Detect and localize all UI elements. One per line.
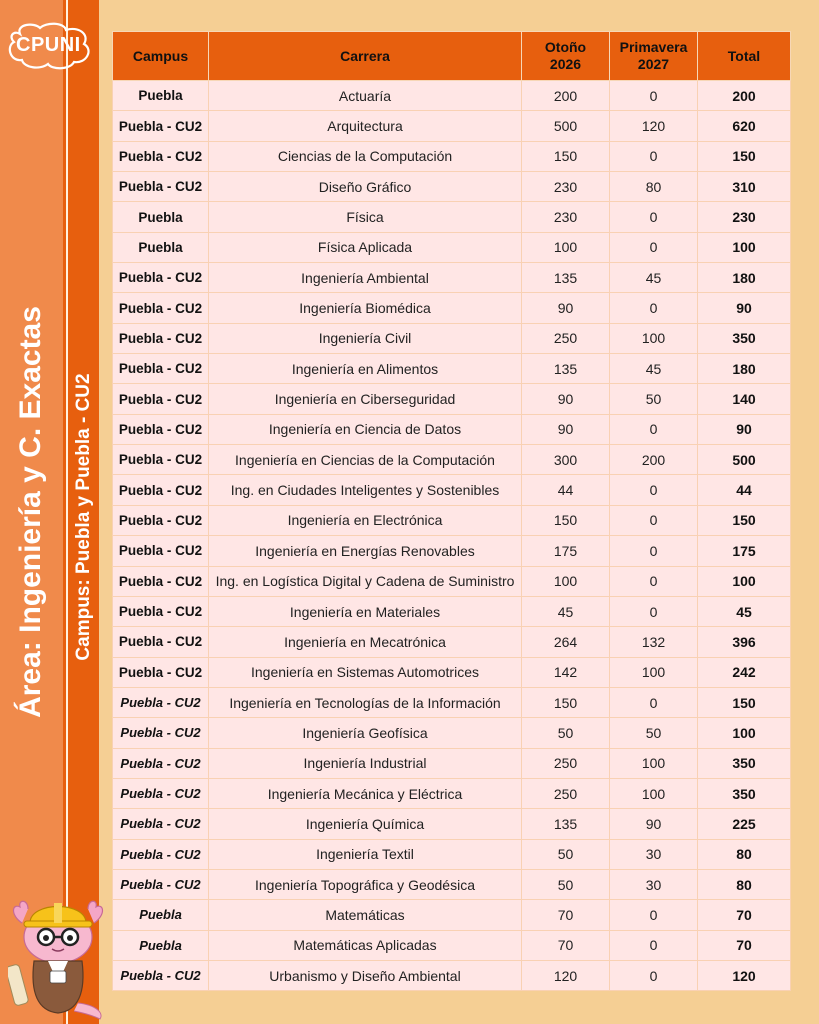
primavera-cell: 132 <box>610 627 698 657</box>
total-cell: 350 <box>698 323 791 353</box>
total-cell: 44 <box>698 475 791 505</box>
otono-cell: 500 <box>522 111 610 141</box>
campus-cell: Puebla - CU2 <box>113 596 209 626</box>
table-row <box>113 748 791 778</box>
table-row <box>113 687 791 717</box>
table-row <box>113 839 791 869</box>
carrera-cell: Ing. en Logística Digital y Cadena de Suministro <box>209 566 522 596</box>
campus-cell: Puebla - CU2 <box>113 172 209 202</box>
carrera-cell: Matemáticas Aplicadas <box>209 930 522 960</box>
table-row <box>113 566 791 596</box>
campus-cell: Puebla - CU2 <box>113 960 209 990</box>
header-total: Total <box>698 32 791 81</box>
table-row <box>113 960 791 990</box>
campus-cell: Puebla - CU2 <box>113 869 209 899</box>
total-cell: 100 <box>698 566 791 596</box>
header-primavera-line1: Primavera <box>619 39 688 55</box>
header-primavera-line2: 2027 <box>637 56 670 72</box>
carrera-cell: Ingeniería Mecánica y Eléctrica <box>209 778 522 808</box>
campus-subtitle: Campus: Puebla y Puebla - CU2 <box>73 373 94 661</box>
campus-cell: Puebla - CU2 <box>113 839 209 869</box>
otono-cell: 175 <box>522 536 610 566</box>
carrera-cell: Ingeniería en Mecatrónica <box>209 627 522 657</box>
otono-cell: 100 <box>522 232 610 262</box>
carrera-cell: Ingeniería en Ciencias de la Computación <box>209 445 522 475</box>
otono-cell: 50 <box>522 869 610 899</box>
otono-cell: 90 <box>522 414 610 444</box>
otono-cell: 135 <box>522 809 610 839</box>
carrera-cell: Ingeniería en Ciberseguridad <box>209 384 522 414</box>
carrera-cell: Ciencias de la Computación <box>209 141 522 171</box>
table-row <box>113 232 791 262</box>
total-cell: 80 <box>698 869 791 899</box>
primavera-cell: 100 <box>610 778 698 808</box>
enrollment-table <box>112 31 791 991</box>
otono-cell: 264 <box>522 627 610 657</box>
campus-cell: Puebla - CU2 <box>113 141 209 171</box>
otono-cell: 250 <box>522 323 610 353</box>
campus-cell: Puebla - CU2 <box>113 354 209 384</box>
otono-cell: 120 <box>522 960 610 990</box>
table-row <box>113 900 791 930</box>
axolotl-mascot-icon <box>8 893 108 1021</box>
total-cell: 225 <box>698 809 791 839</box>
campus-cell: Puebla - CU2 <box>113 657 209 687</box>
table-row <box>113 323 791 353</box>
primavera-cell: 0 <box>610 81 698 111</box>
primavera-cell: 0 <box>610 232 698 262</box>
campus-cell: Puebla - CU2 <box>113 778 209 808</box>
carrera-cell: Ingeniería Textil <box>209 839 522 869</box>
primavera-cell: 50 <box>610 718 698 748</box>
carrera-cell: Urbanismo y Diseño Ambiental <box>209 960 522 990</box>
total-cell: 350 <box>698 748 791 778</box>
otono-cell: 142 <box>522 657 610 687</box>
table-row <box>113 536 791 566</box>
campus-cell: Puebla - CU2 <box>113 263 209 293</box>
table-row <box>113 475 791 505</box>
total-cell: 100 <box>698 232 791 262</box>
table-row <box>113 505 791 535</box>
primavera-cell: 100 <box>610 323 698 353</box>
otono-cell: 44 <box>522 475 610 505</box>
total-cell: 90 <box>698 293 791 323</box>
carrera-cell: Ingeniería en Sistemas Automotrices <box>209 657 522 687</box>
area-title: Área: Ingeniería y C. Exactas <box>14 306 47 718</box>
campus-cell: Puebla - CU2 <box>113 445 209 475</box>
primavera-cell: 120 <box>610 111 698 141</box>
campus-cell: Puebla - CU2 <box>113 323 209 353</box>
total-cell: 310 <box>698 172 791 202</box>
campus-cell: Puebla <box>113 81 209 111</box>
header-primavera <box>610 32 698 81</box>
primavera-cell: 0 <box>610 293 698 323</box>
otono-cell: 70 <box>522 900 610 930</box>
table-row <box>113 809 791 839</box>
total-cell: 70 <box>698 900 791 930</box>
table-row <box>113 414 791 444</box>
primavera-cell: 0 <box>610 475 698 505</box>
otono-cell: 150 <box>522 687 610 717</box>
otono-cell: 135 <box>522 354 610 384</box>
carrera-cell: Ingeniería Ambiental <box>209 263 522 293</box>
table-header-row <box>113 32 791 81</box>
table-row <box>113 930 791 960</box>
carrera-cell: Ingeniería Química <box>209 809 522 839</box>
total-cell: 150 <box>698 687 791 717</box>
otono-cell: 45 <box>522 596 610 626</box>
campus-cell: Puebla - CU2 <box>113 687 209 717</box>
primavera-cell: 0 <box>610 900 698 930</box>
otono-cell: 150 <box>522 505 610 535</box>
otono-cell: 135 <box>522 263 610 293</box>
total-cell: 230 <box>698 202 791 232</box>
otono-cell: 200 <box>522 81 610 111</box>
otono-cell: 70 <box>522 930 610 960</box>
total-cell: 150 <box>698 141 791 171</box>
table-row <box>113 81 791 111</box>
total-cell: 200 <box>698 81 791 111</box>
table-row <box>113 172 791 202</box>
otono-cell: 100 <box>522 566 610 596</box>
table-row <box>113 263 791 293</box>
header-otono-line2: 2026 <box>549 56 582 72</box>
header-otono-line1: Otoño <box>544 39 587 55</box>
campus-cell: Puebla - CU2 <box>113 384 209 414</box>
primavera-cell: 45 <box>610 354 698 384</box>
campus-cell: Puebla - CU2 <box>113 475 209 505</box>
table-row <box>113 354 791 384</box>
carrera-cell: Ingeniería en Ciencia de Datos <box>209 414 522 444</box>
stripe-divider <box>66 0 68 1024</box>
total-cell: 140 <box>698 384 791 414</box>
table-row <box>113 141 791 171</box>
campus-cell: Puebla - CU2 <box>113 536 209 566</box>
campus-cell: Puebla - CU2 <box>113 293 209 323</box>
carrera-cell: Ingeniería en Electrónica <box>209 505 522 535</box>
header-otono <box>522 32 610 81</box>
primavera-cell: 200 <box>610 445 698 475</box>
primavera-cell: 0 <box>610 960 698 990</box>
otono-cell: 250 <box>522 778 610 808</box>
total-cell: 242 <box>698 657 791 687</box>
table-row <box>113 869 791 899</box>
carrera-cell: Ingeniería en Alimentos <box>209 354 522 384</box>
primavera-cell: 100 <box>610 657 698 687</box>
carrera-cell: Física <box>209 202 522 232</box>
primavera-cell: 30 <box>610 869 698 899</box>
total-cell: 100 <box>698 718 791 748</box>
otono-cell: 50 <box>522 718 610 748</box>
table-row <box>113 445 791 475</box>
campus-cell: Puebla - CU2 <box>113 809 209 839</box>
campus-cell: Puebla - CU2 <box>113 111 209 141</box>
carrera-cell: Física Aplicada <box>209 232 522 262</box>
primavera-cell: 30 <box>610 839 698 869</box>
otono-cell: 90 <box>522 293 610 323</box>
campus-cell: Puebla - CU2 <box>113 414 209 444</box>
carrera-cell: Ingeniería Industrial <box>209 748 522 778</box>
logo-text: CPUNI <box>16 34 81 56</box>
primavera-cell: 80 <box>610 172 698 202</box>
primavera-cell: 0 <box>610 505 698 535</box>
primavera-cell: 45 <box>610 263 698 293</box>
total-cell: 175 <box>698 536 791 566</box>
otono-cell: 230 <box>522 202 610 232</box>
carrera-cell: Arquitectura <box>209 111 522 141</box>
campus-cell: Puebla - CU2 <box>113 627 209 657</box>
total-cell: 90 <box>698 414 791 444</box>
primavera-cell: 0 <box>610 566 698 596</box>
table-row <box>113 202 791 232</box>
carrera-cell: Ingeniería Biomédica <box>209 293 522 323</box>
primavera-cell: 0 <box>610 596 698 626</box>
total-cell: 500 <box>698 445 791 475</box>
carrera-cell: Diseño Gráfico <box>209 172 522 202</box>
otono-cell: 50 <box>522 839 610 869</box>
otono-cell: 230 <box>522 172 610 202</box>
campus-cell: Puebla <box>113 202 209 232</box>
primavera-cell: 50 <box>610 384 698 414</box>
carrera-cell: Matemáticas <box>209 900 522 930</box>
total-cell: 180 <box>698 354 791 384</box>
carrera-cell: Ingeniería Geofísica <box>209 718 522 748</box>
table-row <box>113 718 791 748</box>
table-row <box>113 596 791 626</box>
campus-cell: Puebla <box>113 930 209 960</box>
table-row <box>113 627 791 657</box>
table-row <box>113 111 791 141</box>
otono-cell: 250 <box>522 748 610 778</box>
total-cell: 150 <box>698 505 791 535</box>
header-carrera: Carrera <box>209 32 522 81</box>
campus-cell: Puebla - CU2 <box>113 566 209 596</box>
total-cell: 80 <box>698 839 791 869</box>
otono-cell: 150 <box>522 141 610 171</box>
header-campus: Campus <box>113 32 209 81</box>
table-row <box>113 778 791 808</box>
primavera-cell: 0 <box>610 536 698 566</box>
total-cell: 350 <box>698 778 791 808</box>
primavera-cell: 0 <box>610 202 698 232</box>
total-cell: 70 <box>698 930 791 960</box>
total-cell: 180 <box>698 263 791 293</box>
table-row <box>113 657 791 687</box>
table-row <box>113 384 791 414</box>
total-cell: 120 <box>698 960 791 990</box>
table-body <box>113 81 791 991</box>
campus-cell: Puebla - CU2 <box>113 718 209 748</box>
carrera-cell: Ingeniería en Energías Renovables <box>209 536 522 566</box>
campus-cell: Puebla <box>113 232 209 262</box>
otono-cell: 90 <box>522 384 610 414</box>
table-row <box>113 293 791 323</box>
carrera-cell: Ingeniería Topográfica y Geodésica <box>209 869 522 899</box>
primavera-cell: 0 <box>610 930 698 960</box>
total-cell: 45 <box>698 596 791 626</box>
campus-cell: Puebla - CU2 <box>113 748 209 778</box>
total-cell: 620 <box>698 111 791 141</box>
carrera-cell: Actuaría <box>209 81 522 111</box>
primavera-cell: 0 <box>610 414 698 444</box>
otono-cell: 300 <box>522 445 610 475</box>
carrera-cell: Ingeniería en Materiales <box>209 596 522 626</box>
carrera-cell: Ing. en Ciudades Inteligentes y Sostenibles <box>209 475 522 505</box>
total-cell: 396 <box>698 627 791 657</box>
campus-cell: Puebla <box>113 900 209 930</box>
carrera-cell: Ingeniería en Tecnologías de la Información <box>209 687 522 717</box>
carrera-cell: Ingeniería Civil <box>209 323 522 353</box>
primavera-cell: 0 <box>610 141 698 171</box>
primavera-cell: 90 <box>610 809 698 839</box>
primavera-cell: 0 <box>610 687 698 717</box>
primavera-cell: 100 <box>610 748 698 778</box>
campus-cell: Puebla - CU2 <box>113 505 209 535</box>
